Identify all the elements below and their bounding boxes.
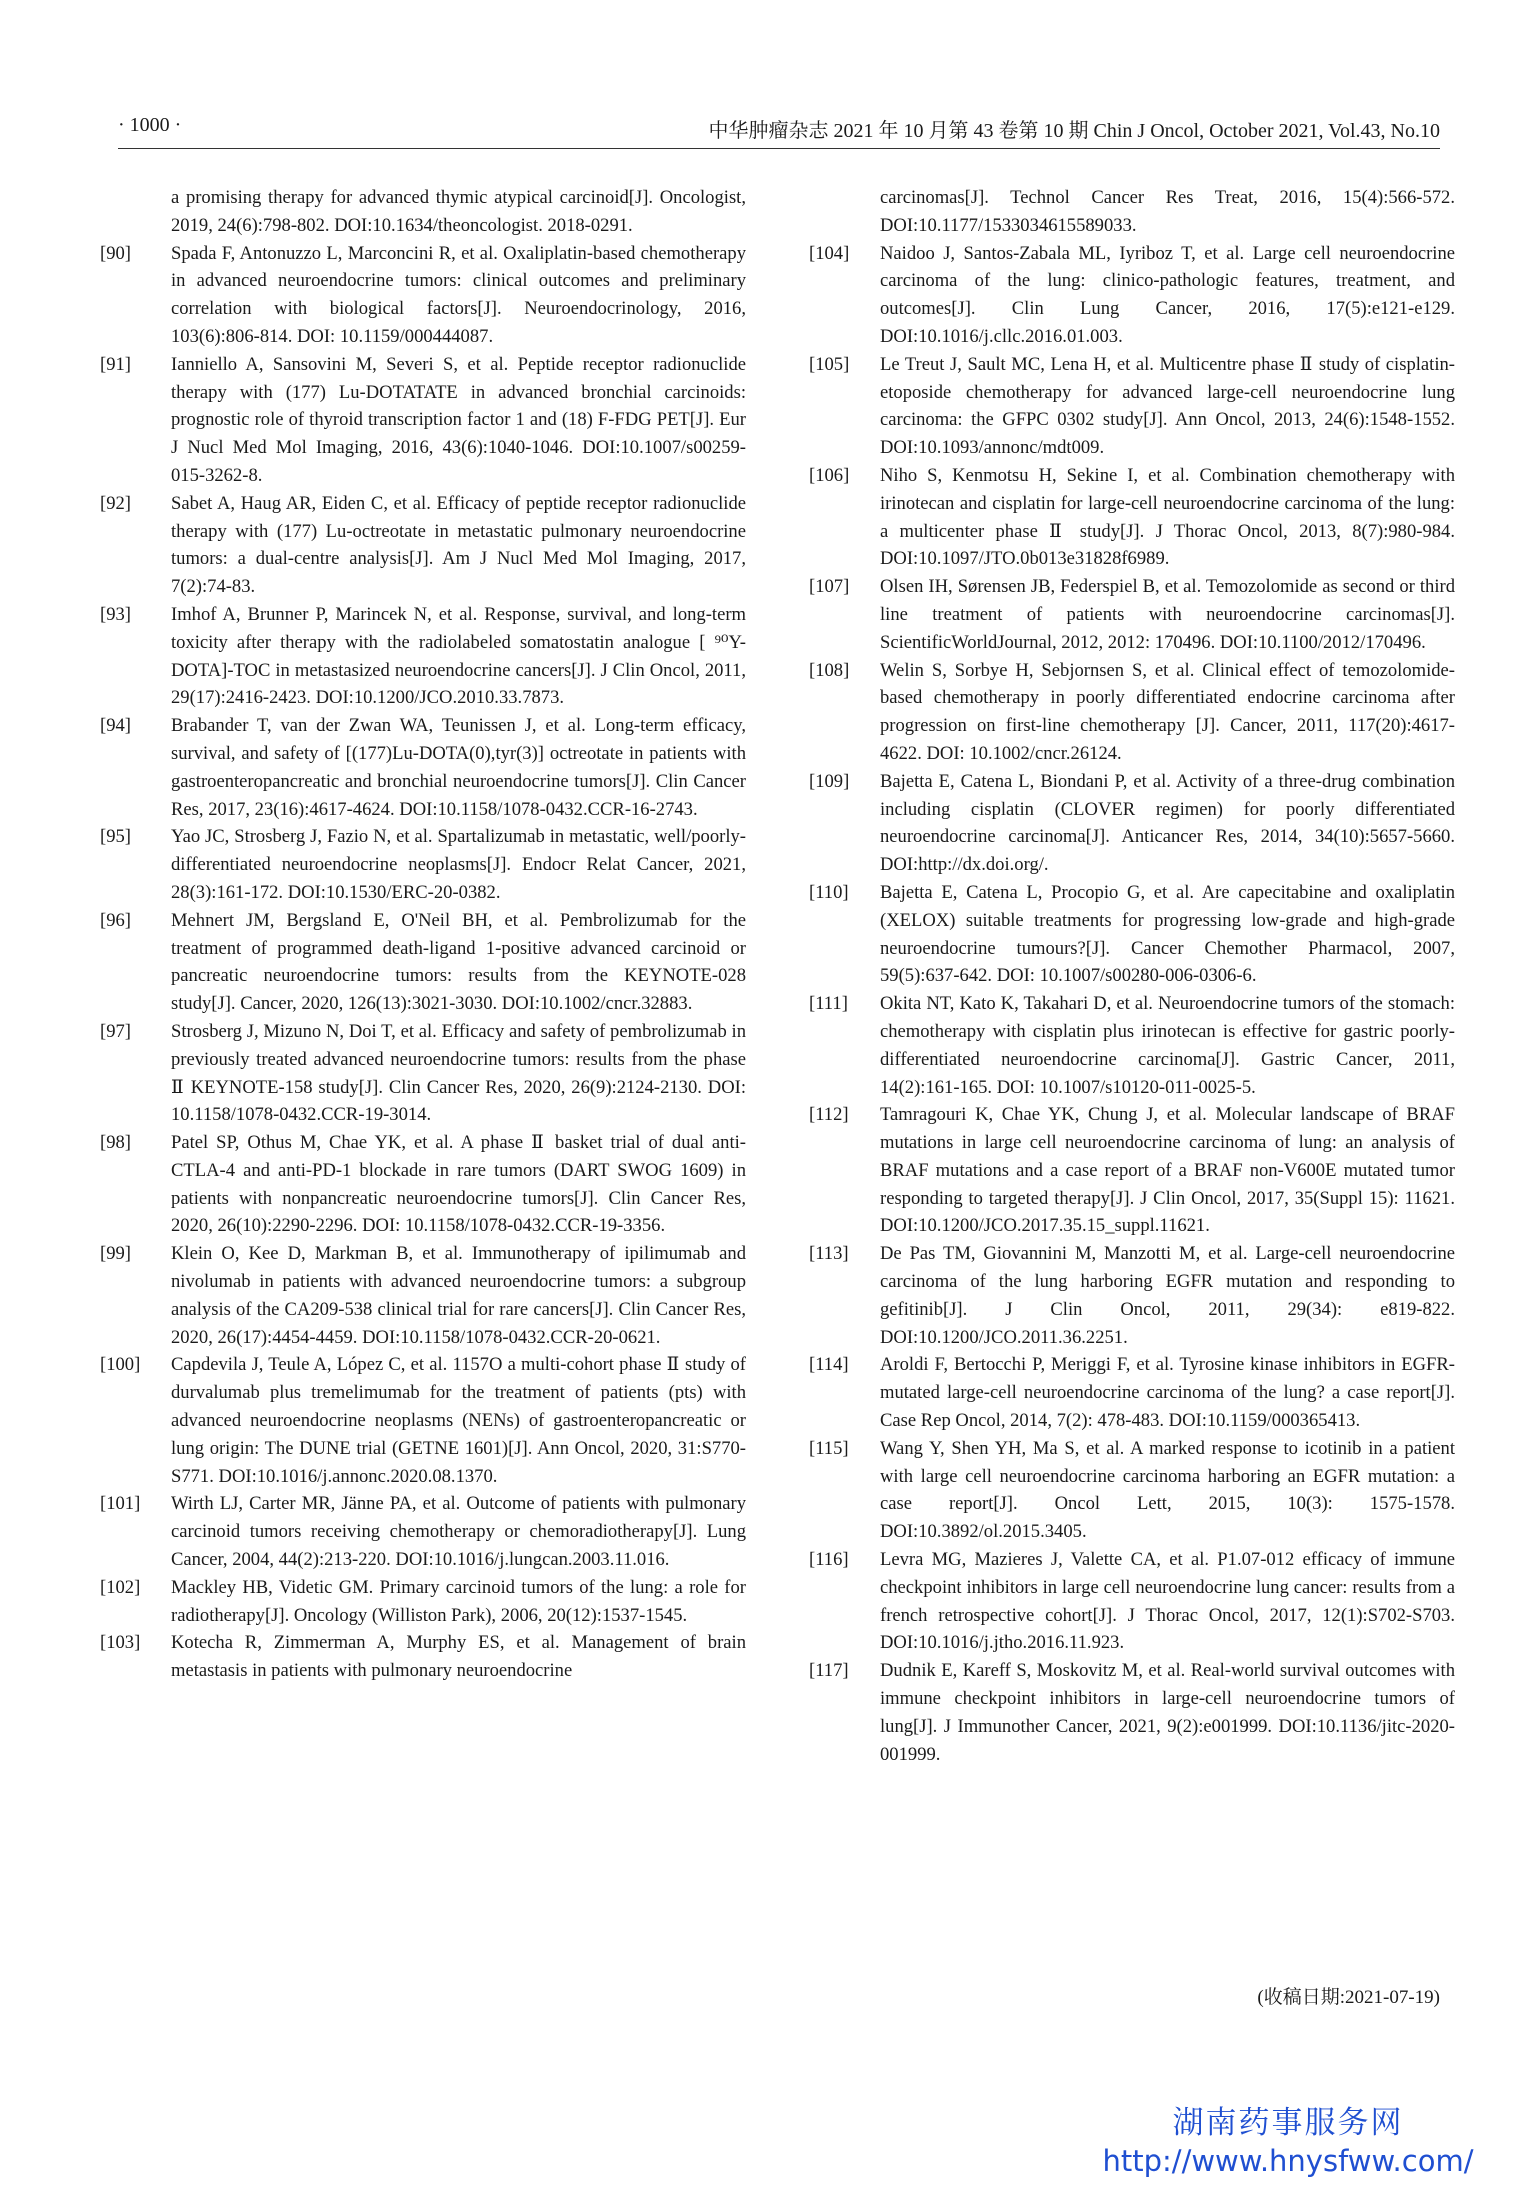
reference-item bbox=[100, 1018, 746, 1129]
reference-number: [105] bbox=[809, 353, 850, 375]
reference-item bbox=[100, 1490, 746, 1573]
reference-number: [113] bbox=[809, 1243, 849, 1265]
reference-number: [95] bbox=[100, 826, 131, 848]
reference-text: Bajetta E, Catena L, Procopio G, et al. Are capecitabine and oxaliplatin (XELOX) suitable treatments for progressing low-grade and high-grade neuroendocrine tumours?[J]. Cancer Chemother Pharmacol, 2007, 59(5):637-642. DOI: 10.1007/s00280-006-0306-6. bbox=[880, 881, 1455, 987]
reference-number: [114] bbox=[809, 1354, 849, 1376]
reference-number: [92] bbox=[100, 492, 131, 514]
reference-number: [91] bbox=[100, 353, 131, 375]
reference-text: Wirth LJ, Carter MR, Jänne PA, et al. Outcome of patients with pulmonary carcinoid tumors receiving chemotherapy or chemoradiotherapy[J]. Lung Cancer, 2004, 44(2):213-220. DOI:10.1016/j.lungcan.2003.11.016. bbox=[171, 1493, 746, 1571]
reference-item bbox=[809, 879, 1455, 990]
reference-text: Kotecha R, Zimmerman A, Murphy ES, et al. Management of brain metastasis in patients with pulmonary neuroendocrine bbox=[171, 1632, 746, 1682]
reference-item bbox=[809, 1657, 1455, 1768]
reference-number: [98] bbox=[100, 1132, 131, 1154]
reference-number: [108] bbox=[809, 659, 850, 681]
reference-item bbox=[809, 1546, 1455, 1657]
reference-number: [116] bbox=[809, 1549, 849, 1571]
reference-item bbox=[809, 1435, 1455, 1546]
reference-text: carcinomas[J]. Technol Cancer Res Treat, 2016, 15(4):566-572. DOI:10.1177/1533034615589033. bbox=[880, 187, 1455, 236]
page-number: · 1000 · bbox=[118, 114, 182, 136]
watermark-name: 湖南药事服务网 bbox=[1172, 2105, 1404, 2141]
reference-number: [115] bbox=[809, 1437, 849, 1459]
reference-item bbox=[809, 351, 1455, 462]
reference-continuation bbox=[100, 184, 746, 240]
page-header bbox=[118, 108, 1440, 148]
reference-number: [104] bbox=[809, 242, 850, 264]
reference-item bbox=[100, 240, 746, 351]
reference-text: Wang Y, Shen YH, Ma S, et al. A marked response to icotinib in a patient with large cell neuroendocrine carcinoma harboring an EGFR mutation: a case report[J]. Oncol Lett, 2015, 10(3): 1575-1578. DOI:10.3892/ol.2015.3405. bbox=[880, 1437, 1455, 1543]
reference-item bbox=[809, 768, 1455, 879]
reference-number: [101] bbox=[100, 1493, 141, 1515]
reference-text: Bajetta E, Catena L, Biondani P, et al. Activity of a three-drug combination including cisplatin (CLOVER regimen) for poorly differentiated neuroendocrine carcinoma[J]. Anticancer Res, 2014, 34(10):5657-5660. DOI:http://dx.doi.org/. bbox=[880, 770, 1455, 876]
reference-item bbox=[809, 1101, 1455, 1240]
reference-number: [112] bbox=[809, 1104, 849, 1126]
reference-item bbox=[809, 657, 1455, 768]
reference-item bbox=[100, 823, 746, 906]
reference-item bbox=[100, 712, 746, 823]
reference-item bbox=[809, 990, 1455, 1101]
reference-text: Patel SP, Othus M, Chae YK, et al. A phase Ⅱ basket trial of dual anti-CTLA-4 and anti-PD-1 blockade in rare tumors (DART SWOG 1609) in patients with nonpancreatic neuroendocrine tumors[J]. Clin Cancer Res, 2020, 26(10):2290-2296. DOI: 10.1158/1078-0432.CCR-19-3356. bbox=[171, 1132, 746, 1237]
left-reference-list bbox=[100, 240, 746, 1685]
reference-item bbox=[100, 601, 746, 712]
reference-item bbox=[100, 1129, 746, 1240]
reference-continuation bbox=[809, 184, 1455, 240]
reference-text: Imhof A, Brunner P, Marincek N, et al. Response, survival, and long-term toxicity after therapy with the radiolabeled somatostatin analogue [ ⁹⁰Y-DOTA]-TOC in metastasized neuroendocrine cancers[J]. J Clin Oncol, 2011, 29(17):2416-2423. DOI:10.1200/JCO.2010.33.7873. bbox=[171, 603, 746, 709]
reference-number: [100] bbox=[100, 1354, 141, 1376]
reference-number: [102] bbox=[100, 1576, 141, 1598]
reference-text: Dudnik E, Kareff S, Moskovitz M, et al. Real-world survival outcomes with immune checkpoint inhibitors in large-cell neuroendocrine tumors of lung[J]. J Immunother Cancer, 2021, 9(2):e001999. DOI:10.1136/jitc-2020-001999. bbox=[880, 1660, 1455, 1765]
reference-number: [109] bbox=[809, 770, 850, 792]
reference-text: Ianniello A, Sansovini M, Severi S, et al. Peptide receptor radionuclide therapy with (177) Lu-DOTATATE in advanced bronchial carcinoids: prognostic role of thyroid transcription factor 1 and (18) F-FDG PET[J]. Eur J Nucl Med Mol Imaging, 2016, 43(6):1040-1046. DOI:10.1007/s00259-015-3262-8. bbox=[171, 353, 746, 486]
reference-item bbox=[809, 1351, 1455, 1434]
reference-text: Aroldi F, Bertocchi P, Meriggi F, et al. Tyrosine kinase inhibitors in EGFR-mutated large-cell neuroendocrine carcinoma of the lung? a case report[J]. Case Rep Oncol, 2014, 7(2): 478-483. DOI:10.1159/000365413. bbox=[880, 1354, 1455, 1432]
reference-number: [103] bbox=[100, 1632, 141, 1654]
reference-number: [94] bbox=[100, 715, 131, 737]
reference-text: Naidoo J, Santos-Zabala ML, Iyriboz T, et al. Large cell neuroendocrine carcinoma of the lung: clinico-pathologic features, treatment, and outcomes[J]. Clin Lung Cancer, 2016, 17(5):e121-e129. DOI:10.1016/j.cllc.2016.01.003. bbox=[880, 242, 1455, 347]
reference-item bbox=[100, 1629, 746, 1685]
reference-text: Le Treut J, Sault MC, Lena H, et al. Multicentre phase Ⅱ study of cisplatin-etoposide chemotherapy for advanced large-cell neuroendocrine lung carcinoma: the GFPC 0302 study[J]. Ann Oncol, 2013, 24(6):1548-1552. DOI:10.1093/annonc/mdt009. bbox=[880, 353, 1455, 459]
left-column bbox=[100, 184, 746, 1685]
reference-text: Strosberg J, Mizuno N, Doi T, et al. Efficacy and safety of pembrolizumab in previously treated advanced neuroendocrine tumors: results from the phase Ⅱ KEYNOTE-158 study[J]. Clin Cancer Res, 2020, 26(9):2124-2130. DOI: 10.1158/1078-0432.CCR-19-3014. bbox=[171, 1020, 746, 1126]
received-date: (收稿日期:2021-07-19) bbox=[1257, 1987, 1440, 2008]
reference-number: [110] bbox=[809, 881, 849, 903]
reference-number: [117] bbox=[809, 1660, 849, 1682]
watermark bbox=[1078, 2104, 1498, 2180]
right-reference-list bbox=[809, 240, 1455, 1769]
reference-number: [90] bbox=[100, 242, 131, 264]
watermark-url[interactable]: http://www.hnysfww.com/ bbox=[1102, 2144, 1474, 2178]
reference-text: Yao JC, Strosberg J, Fazio N, et al. Spartalizumab in metastatic, well/poorly-differentiated neuroendocrine neoplasms[J]. Endocr Relat Cancer, 2021, 28(3):161-172. DOI:10.1530/ERC-20-0382. bbox=[171, 826, 746, 903]
reference-item bbox=[100, 1574, 746, 1630]
reference-text: Spada F, Antonuzzo L, Marconcini R, et al. Oxaliplatin-based chemotherapy in advanced neuroendocrine tumors: clinical outcomes and preliminary correlation with biological factors[J]. Neuroendocrinology, 2016, 103(6):806-814. DOI: 10.1159/000444087. bbox=[171, 242, 746, 347]
reference-number: [93] bbox=[100, 603, 131, 625]
reference-text: De Pas TM, Giovannini M, Manzotti M, et al. Large-cell neuroendocrine carcinoma of the lung harboring EGFR mutation and responding to gefitinib[J]. J Clin Oncol, 2011, 29(34): e819-822. DOI:10.1200/JCO.2011.36.2251. bbox=[880, 1243, 1455, 1348]
reference-item bbox=[809, 240, 1455, 351]
reference-item bbox=[100, 1351, 746, 1490]
reference-text: Klein O, Kee D, Markman B, et al. Immunotherapy of ipilimumab and nivolumab in patients with advanced neuroendocrine tumors: a subgroup analysis of the CA209-538 clinical trial for rare cancers[J]. Clin Cancer Res, 2020, 26(17):4454-4459. DOI:10.1158/1078-0432.CCR-20-0621. bbox=[171, 1243, 746, 1348]
reference-text: Levra MG, Mazieres J, Valette CA, et al. P1.07-012 efficacy of immune checkpoint inhibitors in large cell neuroendocrine lung cancer: results from a french retrospective cohort[J]. J Thorac Oncol, 2017, 12(1):S702-S703. DOI:10.1016/j.jtho.2016.11.923. bbox=[880, 1549, 1455, 1654]
reference-item bbox=[100, 490, 746, 601]
reference-number: [99] bbox=[100, 1243, 131, 1265]
reference-text: Mehnert JM, Bergsland E, O'Neil BH, et al. Pembrolizumab for the treatment of programmed death-ligand 1-positive advanced carcinoid or pancreatic neuroendocrine tumors: results from the KEYNOTE-028 study[J]. Cancer, 2020, 126(13):3021-3030. DOI:10.1002/cncr.32883. bbox=[171, 909, 746, 1015]
reference-number: [111] bbox=[809, 993, 848, 1015]
reference-item bbox=[809, 1240, 1455, 1351]
reference-text: Capdevila J, Teule A, López C, et al. 1157O a multi-cohort phase Ⅱ study of durvalumab plus tremelimumab for the treatment of patients (pts) with advanced neuroendocrine neoplasms (NENs) of gastroenteropancreatic or lung origin: The DUNE trial (GETNE 1601)[J]. Ann Oncol, 2020, 31:S770-S771. DOI:10.1016/j.annonc.2020.08.1370. bbox=[171, 1354, 746, 1487]
journal-citation: 中华肿瘤杂志 2021 年 10 月第 43 卷第 10 期 Chin J Oncol, October 2021, Vol.43, No.10 bbox=[708, 120, 1440, 142]
right-column bbox=[809, 184, 1455, 1768]
reference-number: [106] bbox=[809, 464, 850, 486]
reference-number: [96] bbox=[100, 909, 131, 931]
reference-item bbox=[100, 351, 746, 490]
reference-text: Okita NT, Kato K, Takahari D, et al. Neuroendocrine tumors of the stomach: chemotherapy with cisplatin plus irinotecan is effective for gastric poorly-differentiated neuroendocrine carcinoma[J]. Gastric Cancer, 2011, 14(2):161-165. DOI: 10.1007/s10120-011-0025-5. bbox=[880, 993, 1455, 1098]
header-rule bbox=[118, 148, 1440, 149]
reference-text: Niho S, Kenmotsu H, Sekine I, et al. Combination chemotherapy with irinotecan and cisplatin for large-cell neuroendocrine carcinoma of the lung: a multicenter phase Ⅱ study[J]. J Thorac Oncol, 2013, 8(7):980-984. DOI:10.1097/JTO.0b013e31828f6989. bbox=[880, 464, 1455, 570]
reference-text: a promising therapy for advanced thymic atypical carcinoid[J]. Oncologist, 2019, 24(6):798-802. DOI:10.1634/theoncologist. 2018-0291. bbox=[171, 187, 746, 236]
reference-text: Welin S, Sorbye H, Sebjornsen S, et al. Clinical effect of temozolomide-based chemotherapy in poorly differentiated endocrine carcinoma after progression on first-line chemotherapy [J]. Cancer, 2011, 117(20):4617-4622. DOI: 10.1002/cncr.26124. bbox=[880, 659, 1455, 764]
reference-text: Olsen IH, Sørensen JB, Federspiel B, et al. Temozolomide as second or third line treatment of patients with neuroendocrine carcinomas[J]. ScientificWorldJournal, 2012, 2012: 170496. DOI:10.1100/2012/170496. bbox=[880, 576, 1455, 653]
reference-item bbox=[809, 462, 1455, 573]
reference-number: [97] bbox=[100, 1020, 131, 1042]
reference-item bbox=[809, 573, 1455, 656]
reference-text: Brabander T, van der Zwan WA, Teunissen J, et al. Long-term efficacy, survival, and safety of [(177)Lu-DOTA(0),tyr(3)] octreotate in patients with gastroenteropancreatic and bronchial neuroendocrine tumors[J]. Clin Cancer Res, 2017, 23(16):4617-4624. DOI:10.1158/1078-0432.CCR-16-2743. bbox=[171, 715, 746, 820]
reference-text: Mackley HB, Videtic GM. Primary carcinoid tumors of the lung: a role for radiotherapy[J]. Oncology (Williston Park), 2006, 20(12):1537-1545. bbox=[171, 1576, 746, 1626]
reference-item bbox=[100, 1240, 746, 1351]
reference-number: [107] bbox=[809, 576, 850, 598]
reference-item bbox=[100, 907, 746, 1018]
reference-text: Sabet A, Haug AR, Eiden C, et al. Efficacy of peptide receptor radionuclide therapy with (177) Lu-octreotate in metastatic pulmonary neuroendocrine tumors: a dual-centre analysis[J]. Am J Nucl Med Mol Imaging, 2017, 7(2):74-83. bbox=[171, 492, 746, 598]
reference-text: Tamragouri K, Chae YK, Chung J, et al. Molecular landscape of BRAF mutations in large cell neuroendocrine carcinoma of lung: an analysis of BRAF mutations and a case report of a BRAF non-V600E mutated tumor responding to targeted therapy[J]. J Clin Oncol, 2017, 35(Suppl 15): 11621. DOI:10.1200/JCO.2017.35.15_suppl.11621. bbox=[880, 1104, 1455, 1237]
